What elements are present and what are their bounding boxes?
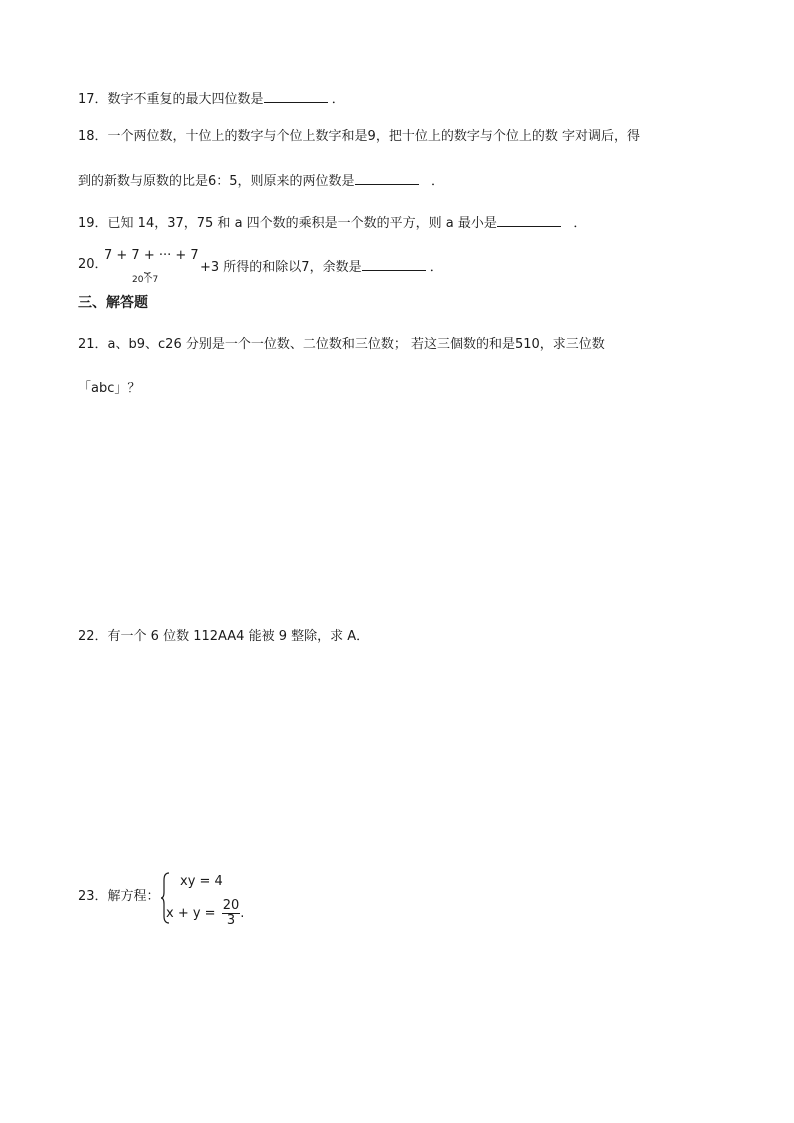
- question-18-line-1: [78, 128, 640, 146]
- question-23-label: [78, 888, 160, 906]
- question-18-line-2: [78, 170, 444, 191]
- question-20-text: +3 所得的和除以7，余数是: [200, 260, 362, 275]
- sum-terms: 7 + 7 + ··· + 7: [104, 248, 199, 263]
- equation-1: xy = 4: [180, 874, 223, 889]
- answer-blank[interactable]: [362, 256, 426, 271]
- question-21-text-1: 21．a、b9、c26 分别是一个一位数、二位数和三位数； 若这三個数的和是510，求三位数: [78, 337, 605, 352]
- underbrace-icon: ⏟: [144, 261, 151, 274]
- fraction-denominator: 3: [226, 913, 236, 928]
- fraction: [222, 899, 241, 928]
- equation-end: .: [240, 906, 245, 921]
- question-21-line-2: [78, 380, 140, 398]
- question-21-text-2: 「abc」？: [78, 381, 141, 396]
- question-20-end: ．: [429, 260, 443, 275]
- sum-count-label: 20个7: [132, 275, 159, 285]
- question-18-text-1: 18．一个两位数，十位上的数字与个位上数字和是9，把十位上的数字与个位上的数 字对调后，得: [78, 129, 640, 144]
- section-3-title: 三、解答题: [78, 295, 148, 311]
- equation-2-left: x + y =: [166, 906, 216, 921]
- answer-blank[interactable]: [497, 212, 561, 227]
- question-18-text-2: 到的新数与原数的比是6：5，则原来的两位数是: [78, 174, 355, 189]
- question-20-num: 20．: [78, 257, 108, 272]
- answer-blank[interactable]: [264, 88, 328, 103]
- equation-system: [160, 872, 250, 928]
- question-18-end: ．: [430, 174, 444, 189]
- question-22: [78, 628, 369, 646]
- question-23-text: 23．解方程：: [78, 889, 160, 904]
- question-19-end: ．: [573, 216, 587, 231]
- question-19-text: 19．已知 14，37，75 和 a 四个数的乘积是一个数的平方，则 a 最小是: [78, 216, 497, 231]
- answer-blank[interactable]: [355, 170, 419, 185]
- equation-2: [166, 899, 244, 928]
- question-22-text: 22．有一个 6 位数 112AA4 能被 9 整除，求 A．: [78, 629, 370, 644]
- question-20-rest: [200, 256, 443, 277]
- section-title: [78, 294, 148, 312]
- question-21-line-1: [78, 336, 605, 354]
- question-19: [78, 212, 586, 233]
- question-17-end: ．: [331, 92, 345, 107]
- question-17: [78, 88, 345, 109]
- fraction-numerator: 20: [222, 898, 240, 913]
- question-17-text: 17．数字不重复的最大四位数是: [78, 92, 264, 107]
- repeated-sum-expression: [104, 248, 200, 288]
